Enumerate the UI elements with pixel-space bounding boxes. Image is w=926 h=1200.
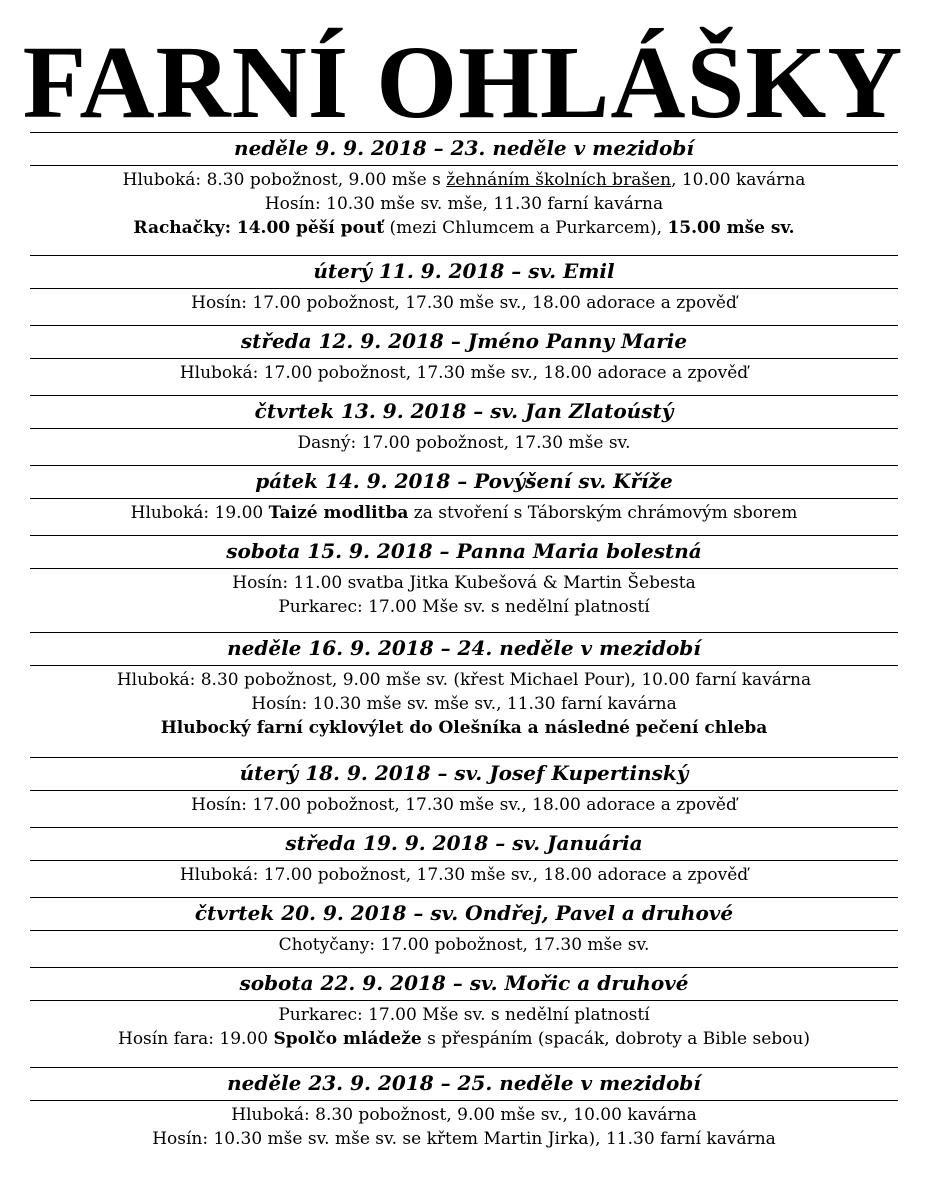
text-segment: Hosín: 10.30 mše sv. mše, 11.30 farní kavárna — [264, 194, 664, 214]
text-segment: Dasný: 17.00 pobožnost, 17.30 mše sv. — [297, 433, 631, 453]
section-divider — [30, 255, 898, 256]
heading-underline — [30, 358, 898, 359]
schedule-line — [30, 571, 898, 595]
schedule-line — [30, 1127, 898, 1151]
schedule-line — [30, 793, 898, 817]
heading-underline — [30, 790, 898, 791]
heading-underline — [30, 1000, 898, 1001]
section-divider — [30, 967, 898, 968]
text-segment: Hluboká: 8.30 pobožnost, 9.00 mše s — [122, 170, 447, 190]
schedule-line — [30, 216, 898, 240]
section-divider — [30, 535, 898, 536]
section-divider — [30, 1067, 898, 1068]
schedule-line — [30, 933, 898, 957]
heading-underline — [30, 498, 898, 499]
text-segment: Hluboká: 8.30 pobožnost, 9.00 mše sv., 10.00 kavárna — [231, 1105, 697, 1125]
text-segment: Hosín fara: 19.00 — [118, 1029, 274, 1049]
day-heading: sobota 22. 9. 2018 – sv. Mořic a druhové — [239, 971, 689, 995]
day-heading: pátek 14. 9. 2018 – Povýšení sv. Kříže — [255, 469, 673, 493]
heading-underline — [30, 665, 898, 666]
schedule-line — [30, 192, 898, 216]
section-divider — [30, 465, 898, 466]
schedule-line — [30, 595, 898, 619]
bold-text: 15.00 mše sv. — [667, 218, 795, 238]
heading-underline — [30, 1100, 898, 1101]
text-segment: Hosín: 11.00 svatba Jitka Kubešová & Martin Šebesta — [232, 573, 696, 593]
text-segment: Hosín: 17.00 pobožnost, 17.30 mše sv., 18.00 adorace a zpověď — [191, 795, 737, 815]
day-heading: úterý 18. 9. 2018 – sv. Josef Kupertinský — [239, 761, 689, 785]
section-divider — [30, 827, 898, 828]
schedule-line — [30, 1103, 898, 1127]
bold-text: Rachačky: 14.00 pěší pouť — [133, 218, 385, 238]
text-segment: (mezi Chlumcem a Purkarcem), — [384, 218, 668, 238]
text-segment: Hluboká: 8.30 pobožnost, 9.00 mše sv. (křest Michael Pour), 10.00 farní kavárna — [116, 670, 812, 690]
schedule-line — [30, 668, 898, 692]
heading-underline — [30, 930, 898, 931]
schedule-line — [30, 1027, 898, 1051]
text-segment: Purkarec: 17.00 Mše sv. s nedělní platností — [278, 1005, 650, 1025]
text-segment: Hosín: 10.30 mše sv. mše sv. se křtem Martin Jirka), 11.30 farní kavárna — [152, 1129, 776, 1149]
day-heading: středa 19. 9. 2018 – sv. Januária — [285, 831, 643, 855]
heading-underline — [30, 428, 898, 429]
text-segment: , 10.00 kavárna — [671, 170, 806, 190]
day-heading: sobota 15. 9. 2018 – Panna Maria bolestná — [226, 539, 702, 563]
heading-underline — [30, 568, 898, 569]
schedule-line — [30, 716, 898, 740]
schedule-line — [30, 1003, 898, 1027]
schedule-line — [30, 291, 898, 315]
text-segment: Hluboká: 17.00 pobožnost, 17.30 mše sv., 18.00 adorace a zpověď — [179, 865, 749, 885]
day-heading: středa 12. 9. 2018 – Jméno Panny Marie — [240, 329, 688, 353]
section-divider — [30, 395, 898, 396]
underlined-text: žehnáním školních brašen — [446, 170, 672, 190]
schedule-line — [30, 168, 898, 192]
day-heading: úterý 11. 9. 2018 – sv. Emil — [313, 259, 615, 283]
day-heading: čtvrtek 13. 9. 2018 – sv. Jan Zlatoústý — [254, 399, 674, 423]
text-segment: Hosín: 10.30 mše sv. mše sv., 11.30 farní kavárna — [251, 694, 677, 714]
section-divider — [30, 897, 898, 898]
schedule-line — [30, 501, 898, 525]
text-segment: s přespáním (spacák, dobroty a Bible sebou) — [421, 1029, 810, 1049]
text-segment: Purkarec: 17.00 Mše sv. s nedělní platností — [278, 597, 650, 617]
text-segment: Hosín: 17.00 pobožnost, 17.30 mše sv., 18.00 adorace a zpověď — [191, 293, 737, 313]
bold-text: Hlubocký farní cyklovýlet do Olešníka a následné pečení chleba — [160, 718, 768, 738]
day-heading: neděle 9. 9. 2018 – 23. neděle v mezidobí — [234, 136, 694, 160]
heading-underline — [30, 860, 898, 861]
text-segment: Hluboká: 17.00 pobožnost, 17.30 mše sv., 18.00 adorace a zpověď — [179, 363, 749, 383]
text-segment: Hluboká: 19.00 — [130, 503, 269, 523]
schedule-line — [30, 863, 898, 887]
day-heading: neděle 23. 9. 2018 – 25. neděle v mezidobí — [227, 1071, 701, 1095]
section-divider — [30, 132, 898, 133]
schedule-line — [30, 431, 898, 455]
section-divider — [30, 757, 898, 758]
schedule-line — [30, 361, 898, 385]
bold-text: Spolčo mládeže — [273, 1029, 422, 1049]
schedule-line — [30, 692, 898, 716]
bold-text: Taizé modlitba — [268, 503, 409, 523]
heading-underline — [30, 165, 898, 166]
day-heading: čtvrtek 20. 9. 2018 – sv. Ondřej, Pavel a druhové — [194, 901, 734, 925]
day-heading: neděle 16. 9. 2018 – 24. neděle v mezidobí — [227, 636, 701, 660]
text-segment: Chotyčany: 17.00 pobožnost, 17.30 mše sv. — [278, 935, 650, 955]
text-segment: za stvoření s Táborským chrámovým sborem — [408, 503, 798, 523]
section-divider — [30, 325, 898, 326]
heading-underline — [30, 288, 898, 289]
section-divider — [30, 632, 898, 633]
page-title: FARNÍ OHLÁŠKY — [22, 25, 904, 140]
